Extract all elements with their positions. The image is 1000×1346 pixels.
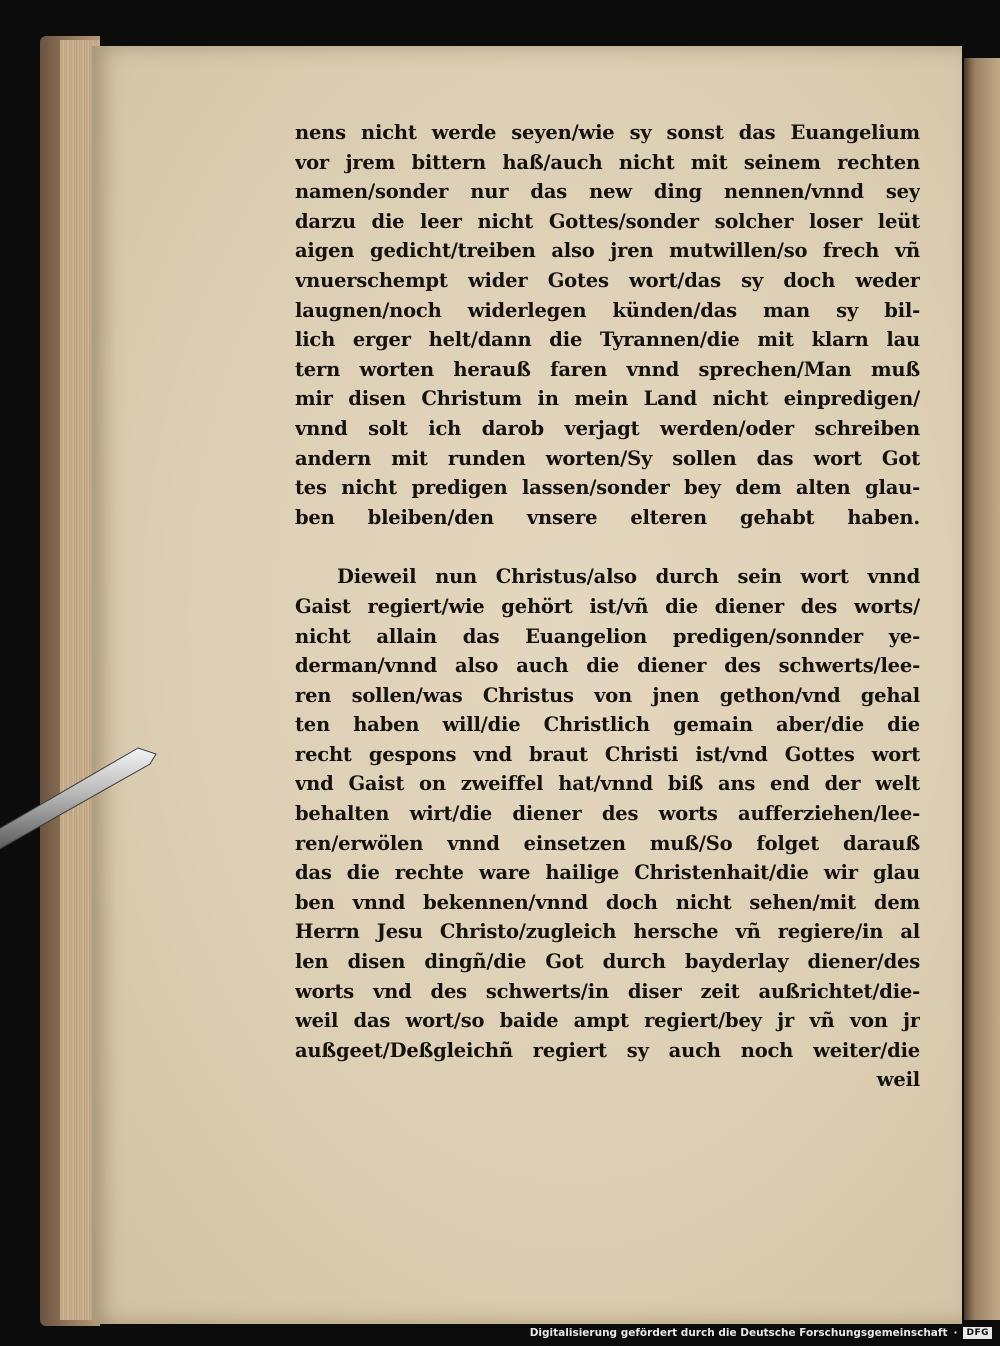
text-line: ten haben will/die Christlich gemain aber/die die: [295, 713, 920, 737]
text-line: mir disen Christum in mein Land nicht einpredigen/: [295, 387, 920, 411]
text-line: len disen dingñ/die Got durch bayderlay diener/des: [295, 950, 920, 974]
paragraph-gap: [295, 532, 920, 562]
paragraph-2: [295, 562, 920, 1065]
credit-separator: ·: [953, 1327, 958, 1339]
text-line: ben vnnd bekennen/vnnd doch nicht sehen/mit dem: [295, 890, 920, 914]
text-line: Dieweil nun Christus/also durch sein wort vnnd: [337, 565, 920, 589]
text-line: darzu die leer nicht Gottes/sonder solcher loser leüt: [295, 209, 920, 233]
text-line: nicht allain das Euangelion predigen/sonnder ye-: [295, 624, 920, 648]
text-line: behalten wirt/die diener des worts aufferziehen/lee-: [295, 802, 920, 826]
catchword: weil: [876, 1068, 920, 1092]
text-line: das die rechte ware hailige Christenhait/die wir glau: [295, 861, 920, 885]
text-line: tern worten herauß faren vnnd sprechen/Man muß: [295, 357, 920, 381]
text-line: andern mit runden worten/Sy sollen das wort Got: [295, 446, 920, 470]
text-line: derman/vnnd also auch die diener des schwerts/lee-: [295, 654, 920, 678]
text-line: außgeet/Deßgleichñ regiert sy auch noch weiter/die: [295, 1038, 920, 1062]
text-line: vnd Gaist on zweiffel hat/vnnd biß ans end der welt: [295, 772, 920, 796]
text-line: vor jrem bittern haß/auch nicht mit seinem rechten: [295, 150, 920, 174]
page-text: [295, 118, 920, 1095]
text-line: Gaist regiert/wie gehört ist/vñ die diener des worts/: [295, 594, 920, 618]
digitization-credit: [530, 1324, 992, 1342]
paragraph-1: [295, 118, 920, 532]
credit-text: Digitalisierung gefördert durch die Deutsche Forschungsgemeinschaft: [529, 1327, 948, 1339]
text-line: weil das wort/so baide ampt regiert/bey jr vñ von jr: [295, 1009, 920, 1033]
text-line: aigen gedicht/treiben also jren mutwillen/so frech vñ: [295, 239, 920, 263]
text-line: ben bleiben/den vnsere elteren gehabt haben.: [295, 505, 920, 529]
text-line: namen/sonder nur das new ding nennen/vnnd sey: [295, 180, 920, 204]
text-line: nens nicht werde seyen/wie sy sonst das Euangelium: [295, 121, 920, 144]
metal-pointer-icon: [0, 742, 170, 852]
text-line: Herrn Jesu Christo/zugleich hersche vñ regiere/in al: [295, 920, 920, 944]
text-line: vnnd solt ich darob verjagt werden/oder schreiben: [295, 416, 920, 440]
text-line: lich erger helt/dann die Tyrannen/die mit klarn lau: [295, 328, 920, 352]
text-line: worts vnd des schwerts/in diser zeit außrichtet/die-: [295, 979, 920, 1003]
text-line: laugnen/noch widerlegen künden/das man sy bil-: [295, 298, 920, 322]
text-line: tes nicht predigen lassen/sonder bey dem alten glau-: [295, 476, 920, 500]
text-line: ren/erwölen vnnd einsetzen muß/So folget darauß: [295, 831, 920, 855]
text-line: ren sollen/was Christus von jnen gethon/vnd gehal: [295, 683, 920, 707]
text-line: vnuerschempt wider Gotes wort/das sy doch weder: [295, 268, 920, 292]
facing-page-edge: [964, 58, 1000, 1320]
text-line: recht gespons vnd braut Christi ist/vnd Gottes wort: [295, 742, 920, 766]
dfg-logo: DFG: [963, 1327, 992, 1339]
